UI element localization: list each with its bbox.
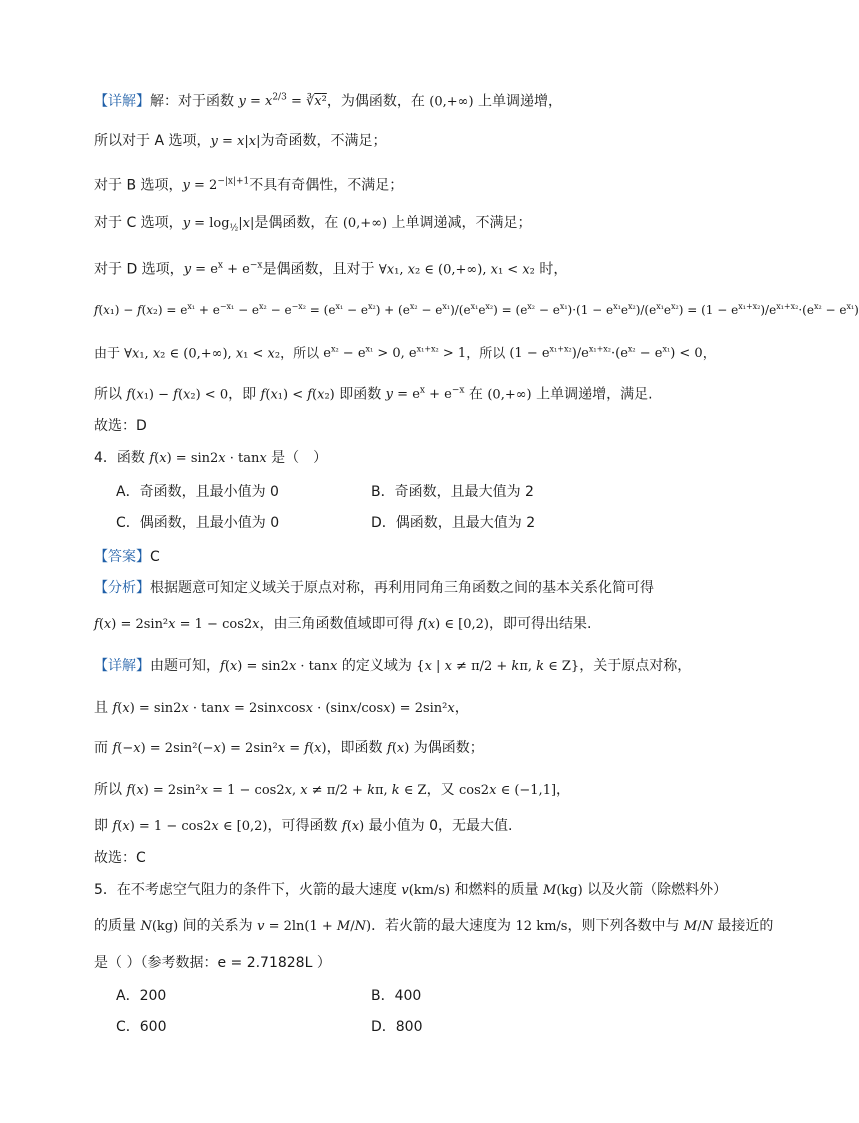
q4-option-a[interactable]: A．奇函数，且最小值为 0: [116, 484, 279, 500]
q5-option-d[interactable]: D．800: [371, 1019, 423, 1035]
q4-analysis-line-2: f(x) = 2sin²x = 1 − cos2x，由三角函数值域即可得 f(x) ∈ [0,2)，即可得出结果.: [94, 616, 592, 632]
q4-detail-line-3: 而 f(−x) = 2sin²(−x) = 2sin²x = f(x)，即函数 f(x) 为偶函数；: [94, 740, 484, 756]
q3-conclusion: 故选：D: [94, 418, 147, 434]
q3-detail-line-1: 【详解】解：对于函数 $y = x^{2/3}$ = ∛x²，为偶函数，在 (0,+∞) 上单调递增，: [94, 93, 563, 110]
q4-option-d[interactable]: D．偶函数，且最大值为 2: [371, 515, 536, 531]
q4-answer: 【答案】C: [94, 549, 160, 565]
q5-stem-line-3: 是（ ）（参考数据：e = 2.71828L ）: [94, 955, 331, 971]
q4-detail-line-4: 所以 f(x) = 2sin²x = 1 − cos2x, x ≠ π/2 + kπ, k ∈ Z，又 cos2x ∈ (−1,1]，: [94, 782, 571, 798]
q5-option-a[interactable]: A．200: [116, 988, 167, 1004]
q4-option-c[interactable]: C．偶函数，且最小值为 0: [116, 515, 280, 531]
q3-detail-line-5: 对于 D 选项，$y = e^x + e^{-x}$是偶函数，且对于 ∀x₁, x₂ ∈ (0,+∞), x₁ < x₂ 时，: [94, 261, 568, 278]
q4-option-b[interactable]: B．奇函数，且最大值为 2: [371, 484, 534, 500]
q3-detail-line-7: 由于 ∀x₁, x₂ ∈ (0,+∞), x₁ < x₂，所以 $e^{x_2} - e^{x_1} > 0$, $e^{x_1+x_2} > 1$，所以 $(1 - e^{x_1+x_2})/e^{x_1+x_2}\cdot(e^{x_2} - e^{x_1}) < 0$，: [94, 345, 716, 362]
q3-detail-line-6: $f(x_1) - f(x_2) = e^{x_1} + e^{-x_1} - e^{x_2} - e^{-x_2} = (e^{x_1} - e^{x_2}) + (e^{x_2} - e^{x_1})/(e^{x_1}e^{x_2}) = (e^{x_2} - e^{x_1})\cdot(1 - e^{x_1}e^{x_2})/(e^{x_1}e^{x_2}) = (1 - e^{x_1+x_2})/e^{x_1+x_2}\cdot(e^{x_2} - e^{x_1})$: [94, 302, 859, 317]
q3-detail-line-8: 所以 f(x₁) − f(x₂) < 0，即 f(x₁) < f(x₂) 即函数 $y = e^x + e^{-x}$ 在 (0,+∞) 上单调递增，满足.: [94, 386, 653, 403]
q4-stem: 4．函数 f(x) = sin2x · tanx 是（ ）: [94, 450, 328, 466]
q4-detail-line-5: 即 f(x) = 1 − cos2x ∈ [0,2)，可得函数 f(x) 最小值为 0，无最大值.: [94, 818, 513, 834]
q3-detail-line-2: 所以对于 A 选项，y = x|x|为奇函数，不满足；: [94, 133, 387, 149]
q4-analysis-line-1: 【分析】根据题意可知定义域关于原点对称，再利用同角三角函数之间的基本关系化简可得: [94, 580, 654, 596]
q3-detail-line-3: 对于 B 选项，$y = 2^{-|x|+1}$不具有奇偶性，不满足；: [94, 177, 404, 194]
q5-stem-line-2: 的质量 N(kg) 间的关系为 v = 2ln(1 + M/N)．若火箭的最大速度为 12 km/s，则下列各数中与 M/N 最接近的: [94, 918, 774, 934]
q5-option-b[interactable]: B．400: [371, 988, 422, 1004]
q4-conclusion: 故选：C: [94, 850, 146, 866]
q4-detail-line-1: 【详解】由题可知，f(x) = sin2x · tanx 的定义域为 {x | x ≠ π/2 + kπ, k ∈ Z}，关于原点对称，: [94, 658, 692, 674]
q5-option-c[interactable]: C．600: [116, 1019, 167, 1035]
q5-stem-line-1: 5．在不考虑空气阻力的条件下，火箭的最大速度 v(km/s) 和燃料的质量 M(kg) 以及火箭（除燃料外）: [94, 882, 728, 898]
q3-detail-line-4: 对于 C 选项，$y = \log_{\frac{1}{2}}|x|$是偶函数，在 (0,+∞) 上单调递减，不满足；: [94, 215, 532, 234]
q4-detail-line-2: 且 f(x) = sin2x · tanx = 2sinxcosx · (sinx/cosx) = 2sin²x，: [94, 700, 469, 716]
detail-tag: 【详解】: [94, 93, 150, 110]
